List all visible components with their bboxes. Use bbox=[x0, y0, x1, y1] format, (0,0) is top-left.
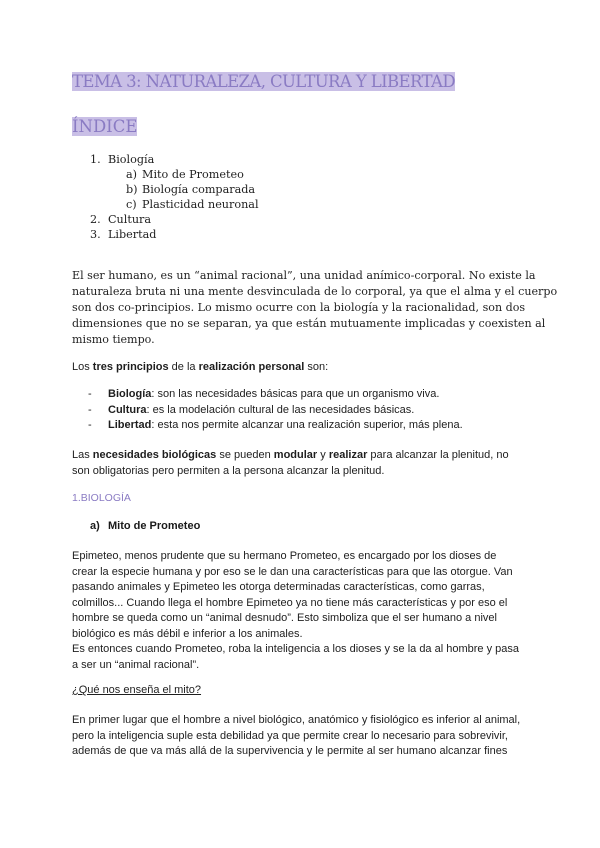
bullet-dash: - bbox=[88, 388, 92, 400]
toc-item-label: Biología bbox=[108, 153, 155, 166]
toc-item-number: 1. bbox=[90, 153, 101, 166]
text-run: de la bbox=[168, 361, 199, 373]
index-heading bbox=[72, 117, 137, 137]
subsection-title: Mito de Prometeo bbox=[108, 520, 201, 532]
paragraph-line: son dos co-principios. Lo mismo ocurre con la biología y la racionalidad, son dos bbox=[72, 301, 526, 314]
bold-term: realizar bbox=[328, 449, 368, 461]
text-run: Los bbox=[72, 361, 93, 373]
section-heading: 1.BIOLOGÍA bbox=[72, 492, 131, 504]
text-run: y bbox=[317, 449, 329, 461]
paragraph-line: crear la especie humana y por eso se le dan una características para que las otorgue. Van bbox=[72, 565, 513, 578]
toc-subitem-label: Biología comparada bbox=[142, 183, 256, 196]
bold-term: tres principios bbox=[92, 361, 169, 373]
paragraph-line: son obligatorias pero permiten a la persona alcanzar la plenitud. bbox=[72, 464, 385, 477]
bio-needs-paragraph bbox=[72, 448, 532, 479]
toc-item-number: 3. bbox=[90, 228, 101, 241]
paragraph-line: hombre se queda como un “animal desnudo”. Esto simboliza que el ser humano a nivel bbox=[72, 612, 497, 624]
text-run: son: bbox=[304, 361, 329, 373]
toc-item-number: 2. bbox=[90, 213, 101, 226]
paragraph-line: naturaleza bruta ni una mente desvinculada de lo corporal, ya que el alma y el cuerpo bbox=[72, 285, 558, 298]
toc-subitem-label: Mito de Prometeo bbox=[142, 168, 244, 181]
paragraph-line: Epimeteo, menos prudente que su hermano Prometeo, es encargado por los dioses de bbox=[72, 550, 497, 562]
list-item-text bbox=[108, 403, 414, 419]
toc-item-label: Libertad bbox=[108, 228, 157, 241]
toc-subitem-letter: b) bbox=[126, 183, 138, 196]
text-run: para alcanzar la plenitud, no bbox=[367, 449, 509, 461]
toc-subitem-letter: a) bbox=[126, 168, 138, 181]
principles-intro bbox=[72, 360, 532, 376]
text-run: : esta nos permite alcanzar una realización superior, más plena. bbox=[151, 419, 463, 431]
myth-paragraph bbox=[72, 549, 532, 673]
paragraph-line: a ser un “animal racional”. bbox=[72, 658, 200, 671]
teaching-paragraph bbox=[72, 713, 532, 760]
paragraph-line: pero la inteligencia suple esta debilidad ya que permite crear lo necesario para sobrevivir, bbox=[72, 729, 508, 742]
bullet-dash: - bbox=[88, 419, 92, 431]
bullet-dash: - bbox=[88, 403, 92, 416]
document-title bbox=[72, 72, 455, 92]
text-run: : son las necesidades básicas para que un organismo viva. bbox=[151, 388, 440, 400]
paragraph-line: Es entonces cuando Prometeo, roba la inteligencia a los dioses y se la da al hombre y pasa bbox=[72, 643, 519, 655]
list-item-text bbox=[108, 418, 463, 434]
bold-term: Libertad bbox=[108, 419, 152, 431]
bold-term: necesidades biológicas bbox=[92, 449, 217, 461]
paragraph-line: colmillos... Cuando llega el hombre Epimeteo ya no tiene más características y por eso el bbox=[72, 596, 508, 609]
bold-term: Biología bbox=[108, 388, 152, 400]
paragraph-line bbox=[72, 360, 532, 376]
paragraph-line: mismo tiempo. bbox=[72, 333, 155, 346]
paragraph-line bbox=[72, 448, 532, 464]
paragraph-line: biológico es más débil e inferior a los animales. bbox=[72, 627, 303, 640]
bold-term: modular bbox=[273, 449, 318, 461]
bold-term: Cultura bbox=[108, 403, 147, 416]
toc-item-label: Cultura bbox=[108, 213, 152, 226]
text-run: Las bbox=[72, 449, 93, 461]
bold-term: realización personal bbox=[198, 361, 305, 373]
paragraph-line: dimensiones que no se separan, ya que están mutuamente implicadas y coexisten al bbox=[72, 317, 546, 330]
toc-subitem-label: Plasticidad neuronal bbox=[142, 198, 259, 211]
question-heading: ¿Qué nos enseña el mito? bbox=[72, 684, 202, 696]
paragraph-line: El ser humano, es un “animal racional”, una unidad anímico-corporal. No existe la bbox=[72, 269, 536, 282]
paragraph-line: pasando animales y Epimeteo les otorga determinadas características, como garras, bbox=[72, 581, 485, 593]
text-run: se pueden bbox=[216, 449, 274, 461]
document-title-text: TEMA 3: NATURALEZA, CULTURA Y LIBERTAD bbox=[72, 72, 455, 91]
toc-subitem-letter: c) bbox=[126, 198, 137, 211]
intro-paragraph bbox=[72, 268, 558, 348]
text-run: : es la modelación cultural de las necesidades básicas. bbox=[146, 403, 415, 416]
index-heading-text: ÍNDICE bbox=[72, 117, 138, 136]
paragraph-line: En primer lugar que el hombre a nivel biológico, anatómico y fisiológico es inferior al animal, bbox=[72, 714, 521, 726]
paragraph-line: además de que va más allá de la supervivencia y le permite al ser humano alcanzar fines bbox=[72, 745, 508, 757]
subsection-letter: a) bbox=[90, 520, 100, 532]
list-item-text bbox=[108, 387, 439, 403]
